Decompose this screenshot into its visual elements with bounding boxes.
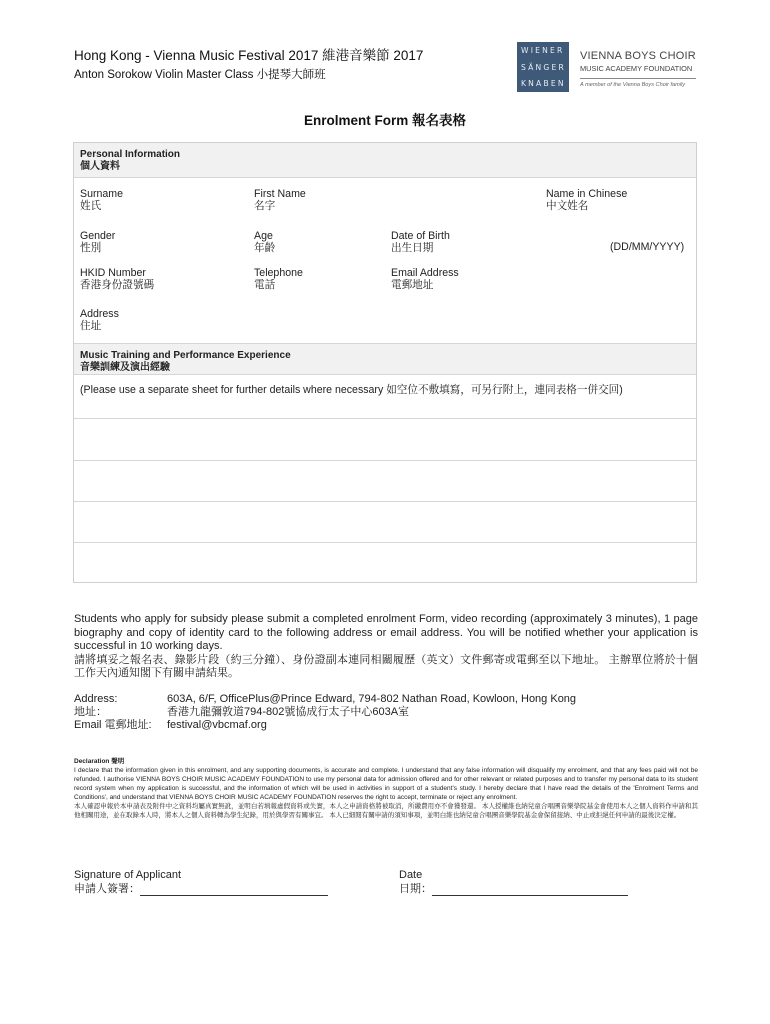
personal-info-heading xyxy=(74,143,696,178)
email-field[interactable] xyxy=(391,267,459,291)
subsidy-text-en: Students who apply for subsidy please submit a completed enrolment Form, video recording (approximately 3 minutes), 1 page biography and copy of identity card to the following address or email address. You will be notified whether your application is successful in 10 working days. xyxy=(74,613,698,652)
address-label-zh: 住址 xyxy=(80,320,102,332)
date-label-en: Date xyxy=(399,869,423,881)
declaration-text-zh: 本人確認申報於本申請表及附件中之資料均屬真實無訛，並明白若填報虛假資料或失實，本人之申請資格將被取消，所繳費用亦不會獲發還。 本人授權維也納兒童合唱團音樂學院基金會使用本人之個人資料作申請和其他相關用途，並在取錄本人時，將本人之個人資料轉為學生紀錄，用於與學習有關事宜。 本人已細閱有關申請的須知事項，並明白維也納兒童合唱團音樂學院基金會保留接納、中止或拒絕任何申請的最後決定權。 xyxy=(74,803,698,819)
telephone-field[interactable] xyxy=(254,267,303,291)
separate-sheet-note: (Please use a separate sheet for further details where necessary 如空位不敷填寫，可另行附上，連同表格一併交回) xyxy=(80,384,623,396)
date-signature xyxy=(399,868,628,896)
personal-info-heading-zh: 個人資料 xyxy=(80,161,120,172)
music-heading-zh: 音樂訓練及演出經驗 xyxy=(80,362,170,373)
email-label: Email 電郵地址: xyxy=(74,719,152,731)
logo-tagline: A member of the Vienna Boys Choir family xyxy=(580,82,686,88)
address-label: Address: xyxy=(74,693,118,705)
logo-box-line-1: WIENER xyxy=(521,46,565,55)
address-value: 603A, 6/F, OfficePlus@Prince Edward, 794-802 Nathan Road, Kowloon, Hong Kong xyxy=(167,693,577,705)
festival-title: Hong Kong - Vienna Music Festival 2017 維港音樂節 2017 xyxy=(74,48,424,63)
email-value[interactable]: festival@vbcmaf.org xyxy=(167,719,267,731)
signature-label-zh: 申請人簽署： xyxy=(74,883,140,895)
surname-field[interactable] xyxy=(80,188,123,212)
age-field[interactable] xyxy=(254,230,275,254)
telephone-label-en: Telephone xyxy=(254,267,303,279)
dob-field[interactable] xyxy=(391,230,450,254)
chinese-name-label-zh: 中文姓名 xyxy=(546,200,589,212)
hkid-label-en: HKID Number xyxy=(80,267,146,279)
logo-box-line-2: SÄNGER xyxy=(521,62,566,72)
address-label-en: Address xyxy=(80,308,119,320)
age-label-en: Age xyxy=(254,230,273,242)
chinese-name-label-en: Name in Chinese xyxy=(546,188,628,200)
first-name-label-zh: 名字 xyxy=(254,200,276,212)
email-label-en: Email Address xyxy=(391,267,459,279)
age-label-zh: 年齡 xyxy=(254,242,276,254)
signature-label-en: Signature of Applicant xyxy=(74,869,182,881)
dob-label-zh: 出生日期 xyxy=(391,242,434,254)
hkid-field[interactable] xyxy=(80,267,154,291)
experience-line-3[interactable] xyxy=(74,501,696,502)
masterclass-title: Anton Sorokow Violin Master Class 小提琴大師班 xyxy=(74,69,326,81)
subsidy-instructions xyxy=(74,613,698,681)
experience-line-1[interactable] xyxy=(74,418,696,419)
date-line[interactable] xyxy=(432,886,628,896)
form-title: Enrolment Form 報名表格 xyxy=(303,113,466,128)
dob-format-hint: (DD/MM/YYYY) xyxy=(610,241,685,253)
music-heading-en: Music Training and Performance Experience xyxy=(80,350,291,361)
music-experience-heading xyxy=(74,343,696,375)
surname-label-en: Surname xyxy=(80,188,123,200)
telephone-label-zh: 電話 xyxy=(254,279,276,291)
address-field[interactable] xyxy=(80,308,119,332)
first-name-field[interactable] xyxy=(254,188,306,212)
email-label-zh: 電郵地址 xyxy=(391,279,434,291)
wiener-saengerknaben-logo xyxy=(517,42,569,92)
gender-label-en: Gender xyxy=(80,230,116,242)
declaration-text-en: I declare that the information given in this enrolment, and any supporting documents, is accurate and complete. I understand that any false information will disqualify my enrolment, and that any fees paid will not be refunded. I authorise VIENNA BOYS CHOIR MUSIC ACADEMY FOUNDATION to use my personal data for admission offered and for other relevant or related purposes and to transfer my personal data to its student record system when my application is successful, and the information of which will be used in activities in support of a student's study. I hereby declare that I have read the details of the 'Enrolment Terms and Conditions', and understand that VIENNA BOYS CHOIR MUSIC ACADEMY FOUNDATION reserves the right to accept, terminate or reject any enrolment. xyxy=(74,767,698,801)
address-label-zh: 地址： xyxy=(74,706,107,718)
logo-divider xyxy=(580,78,696,79)
chinese-name-field[interactable] xyxy=(546,188,627,212)
page-header xyxy=(74,44,423,82)
gender-label-zh: 性別 xyxy=(80,242,102,254)
address-value-zh: 香港九龍彌敦道794-802號協成行太子中心603A室 xyxy=(167,706,410,718)
declaration-title: Declaration 聲明 xyxy=(74,758,125,765)
personal-info-heading-en: Personal Information xyxy=(80,149,181,160)
hkid-label-zh: 香港身份證號碼 xyxy=(80,279,155,291)
date-label-zh: 日期： xyxy=(399,883,432,895)
applicant-signature xyxy=(74,868,328,896)
logo-box-line-3: KNABEN xyxy=(521,79,566,88)
logo-name: VIENNA BOYS CHOIR xyxy=(580,50,696,62)
dob-label-en: Date of Birth xyxy=(391,230,450,242)
surname-label-zh: 姓氏 xyxy=(80,200,102,212)
first-name-label-en: First Name xyxy=(254,188,306,200)
foundation-logo-text xyxy=(580,50,696,88)
signature-line[interactable] xyxy=(140,886,328,896)
enrolment-form xyxy=(73,142,697,583)
experience-line-4[interactable] xyxy=(74,542,696,543)
subsidy-text-zh: 請將填妥之報名表、錄影片段（約三分鐘）、身份證副本連同相關履歷（英文）文件郵寄或電郵至以下地址。 主辦單位將於十個工作天內通知閣下有關申請結果。 xyxy=(74,653,698,679)
gender-field[interactable] xyxy=(80,230,115,254)
experience-line-2[interactable] xyxy=(74,460,696,461)
declaration xyxy=(74,757,698,820)
logo-subname: MUSIC ACADEMY FOUNDATION xyxy=(580,64,693,73)
